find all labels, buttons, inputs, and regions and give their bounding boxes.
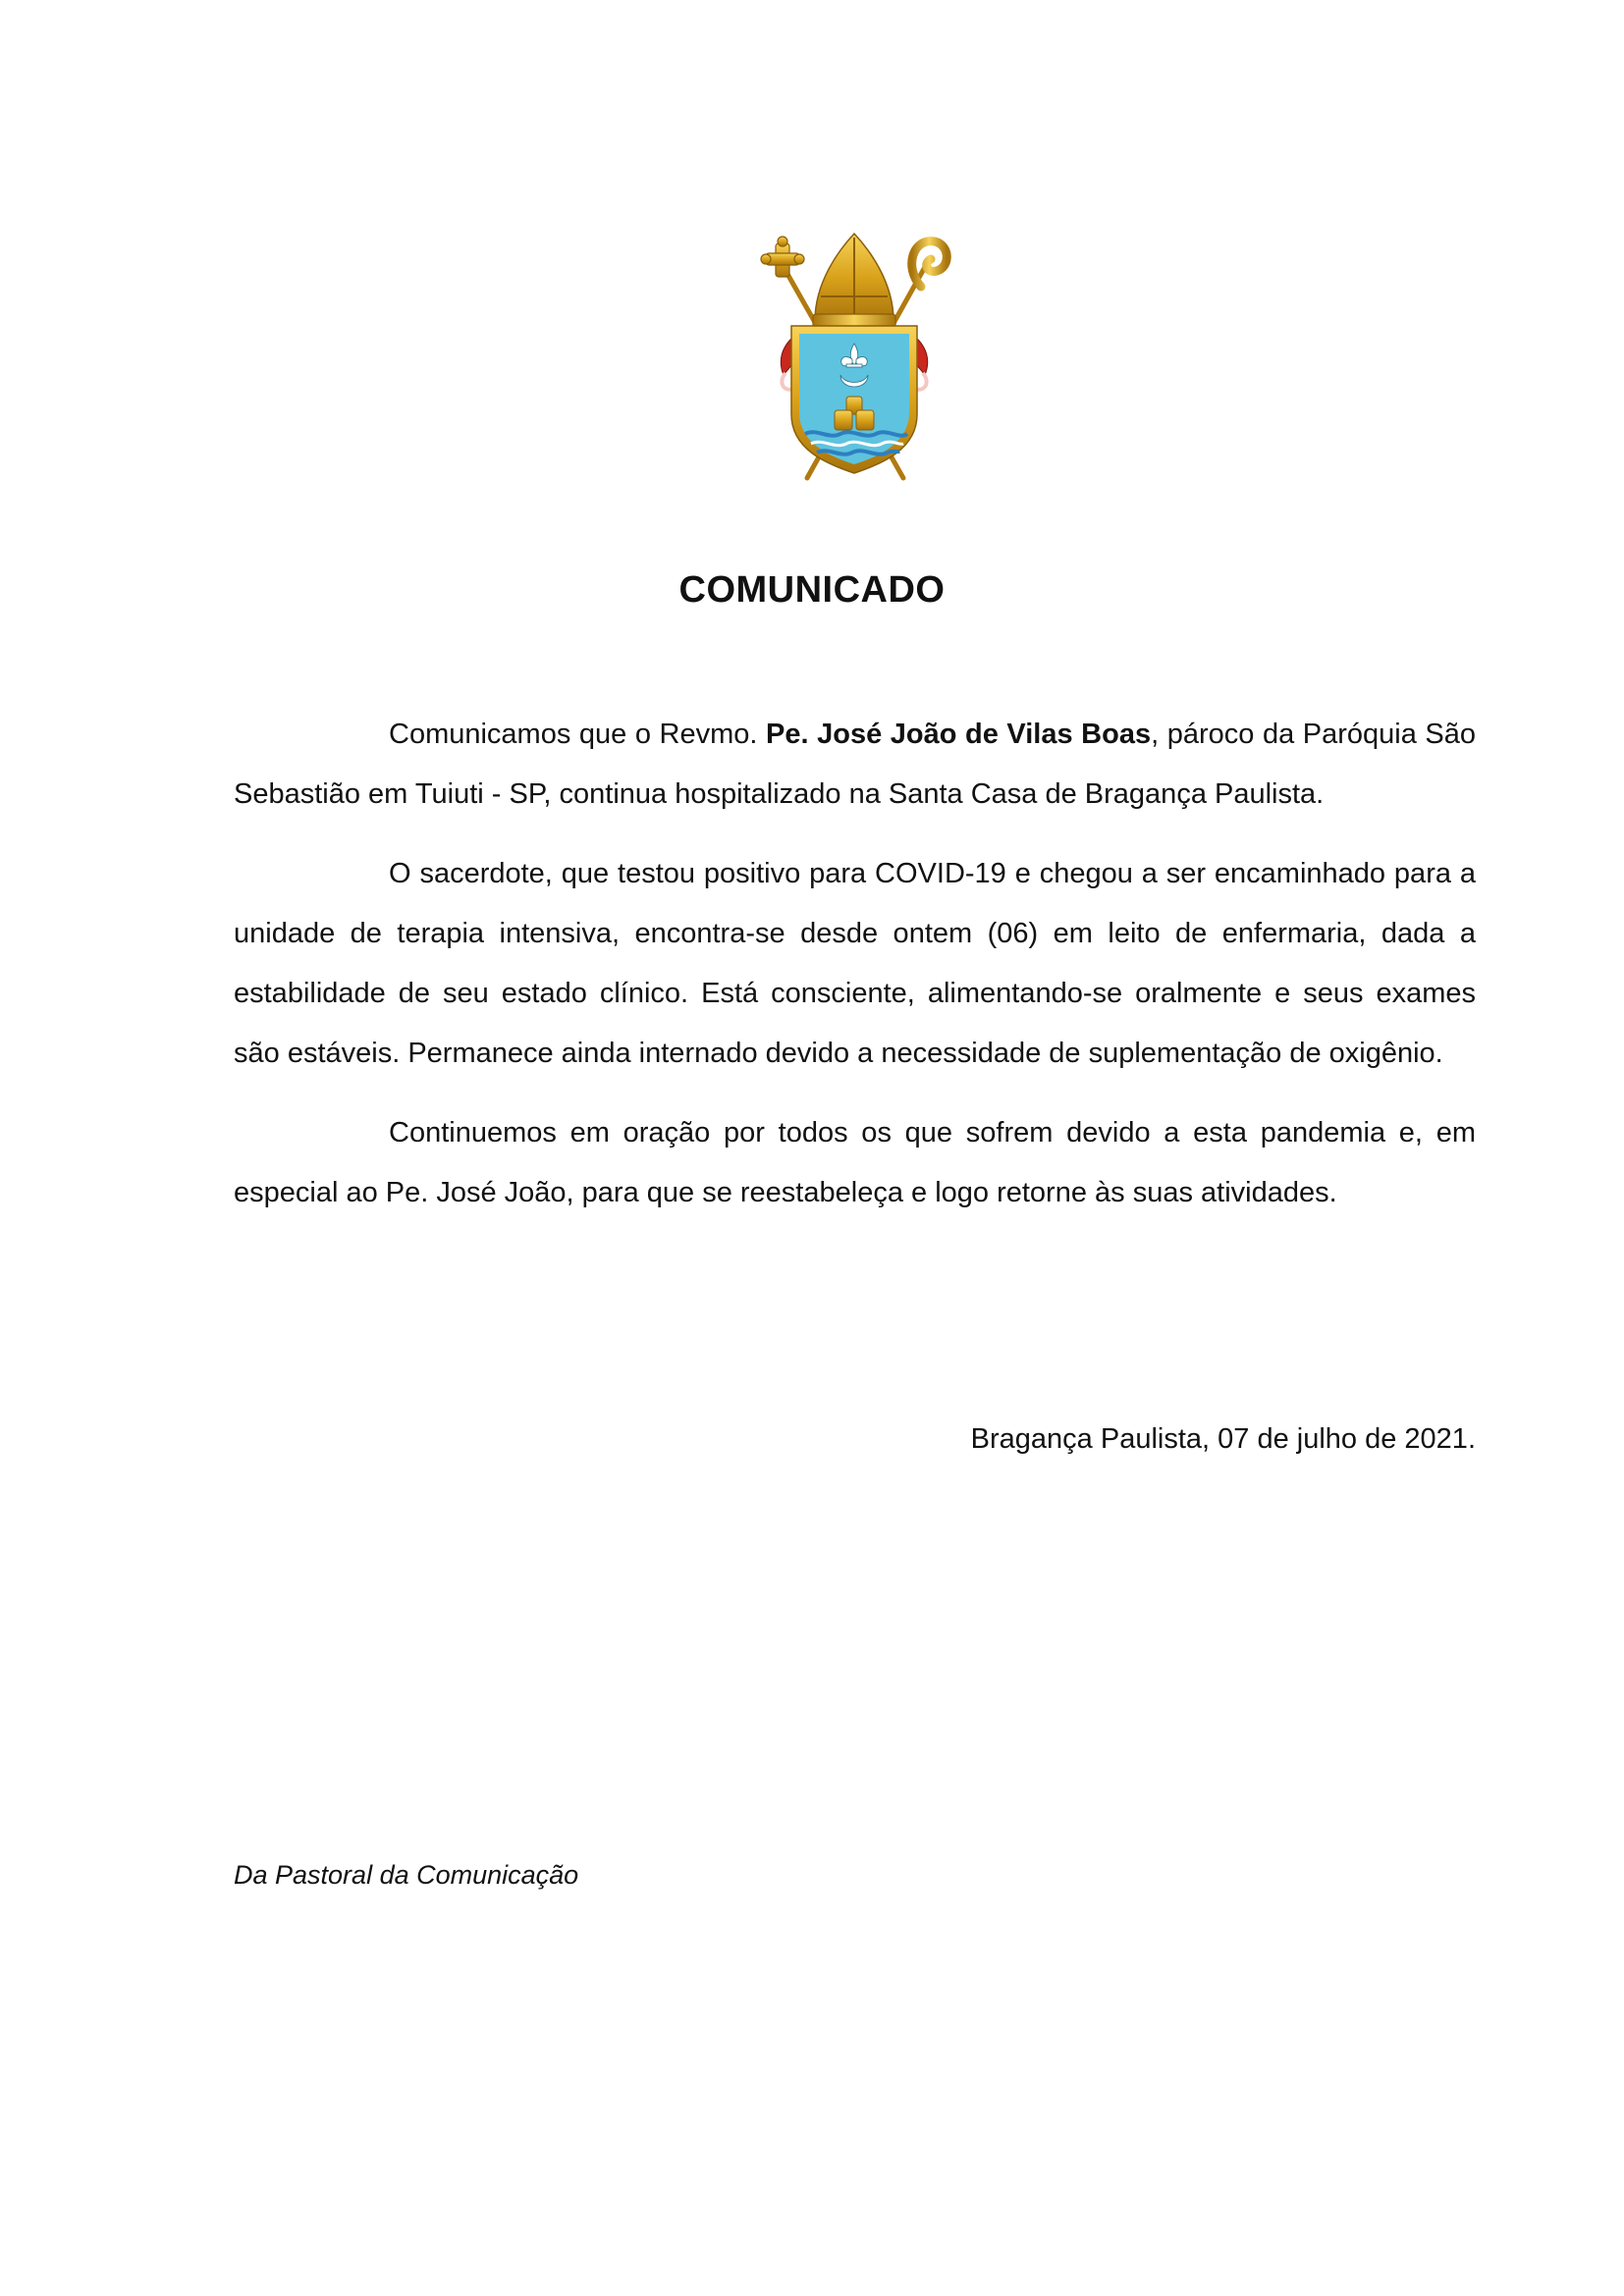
paragraph-2: O sacerdote, que testou positivo para COVID-19 e chegou a ser encaminhado para a unidade de terapia intensiva, encontra-se desde ontem (06) em leito de enfermaria, dada a estabilidade de seu estado clínico. Está consciente, alimentando-se oralmente e seus exames são estáveis. Permanece ainda internado devido a necessidade de suplementação de oxigênio. [234,858,1476,1069]
signature: Da Pastoral da Comunicação [234,1860,579,1890]
document-body [234,705,1476,1243]
paragraph-1-intro: Comunicamos que o Revmo. [389,719,767,750]
paragraph-1-rest: , pároco da Paróquia São Sebastião em Tuiuti - SP, continua hospitalizado na Santa Casa de Bragança Paulista. [234,719,1477,810]
paragraph-1 [234,705,1476,825]
date-line: Bragança Paulista, 07 de julho de 2021. [970,1423,1476,1455]
document-title: COMUNICADO [678,569,946,611]
diocesan-coat-of-arms-icon [756,228,952,485]
priest-name: Pe. José João de Vilas Boas [766,719,1152,750]
paragraph-3: Continuemos em oração por todos os que sofrem devido a esta pandemia e, em especial ao Pe. José João, para que se reestabeleça e logo retorne às suas atividades. [234,1117,1476,1208]
